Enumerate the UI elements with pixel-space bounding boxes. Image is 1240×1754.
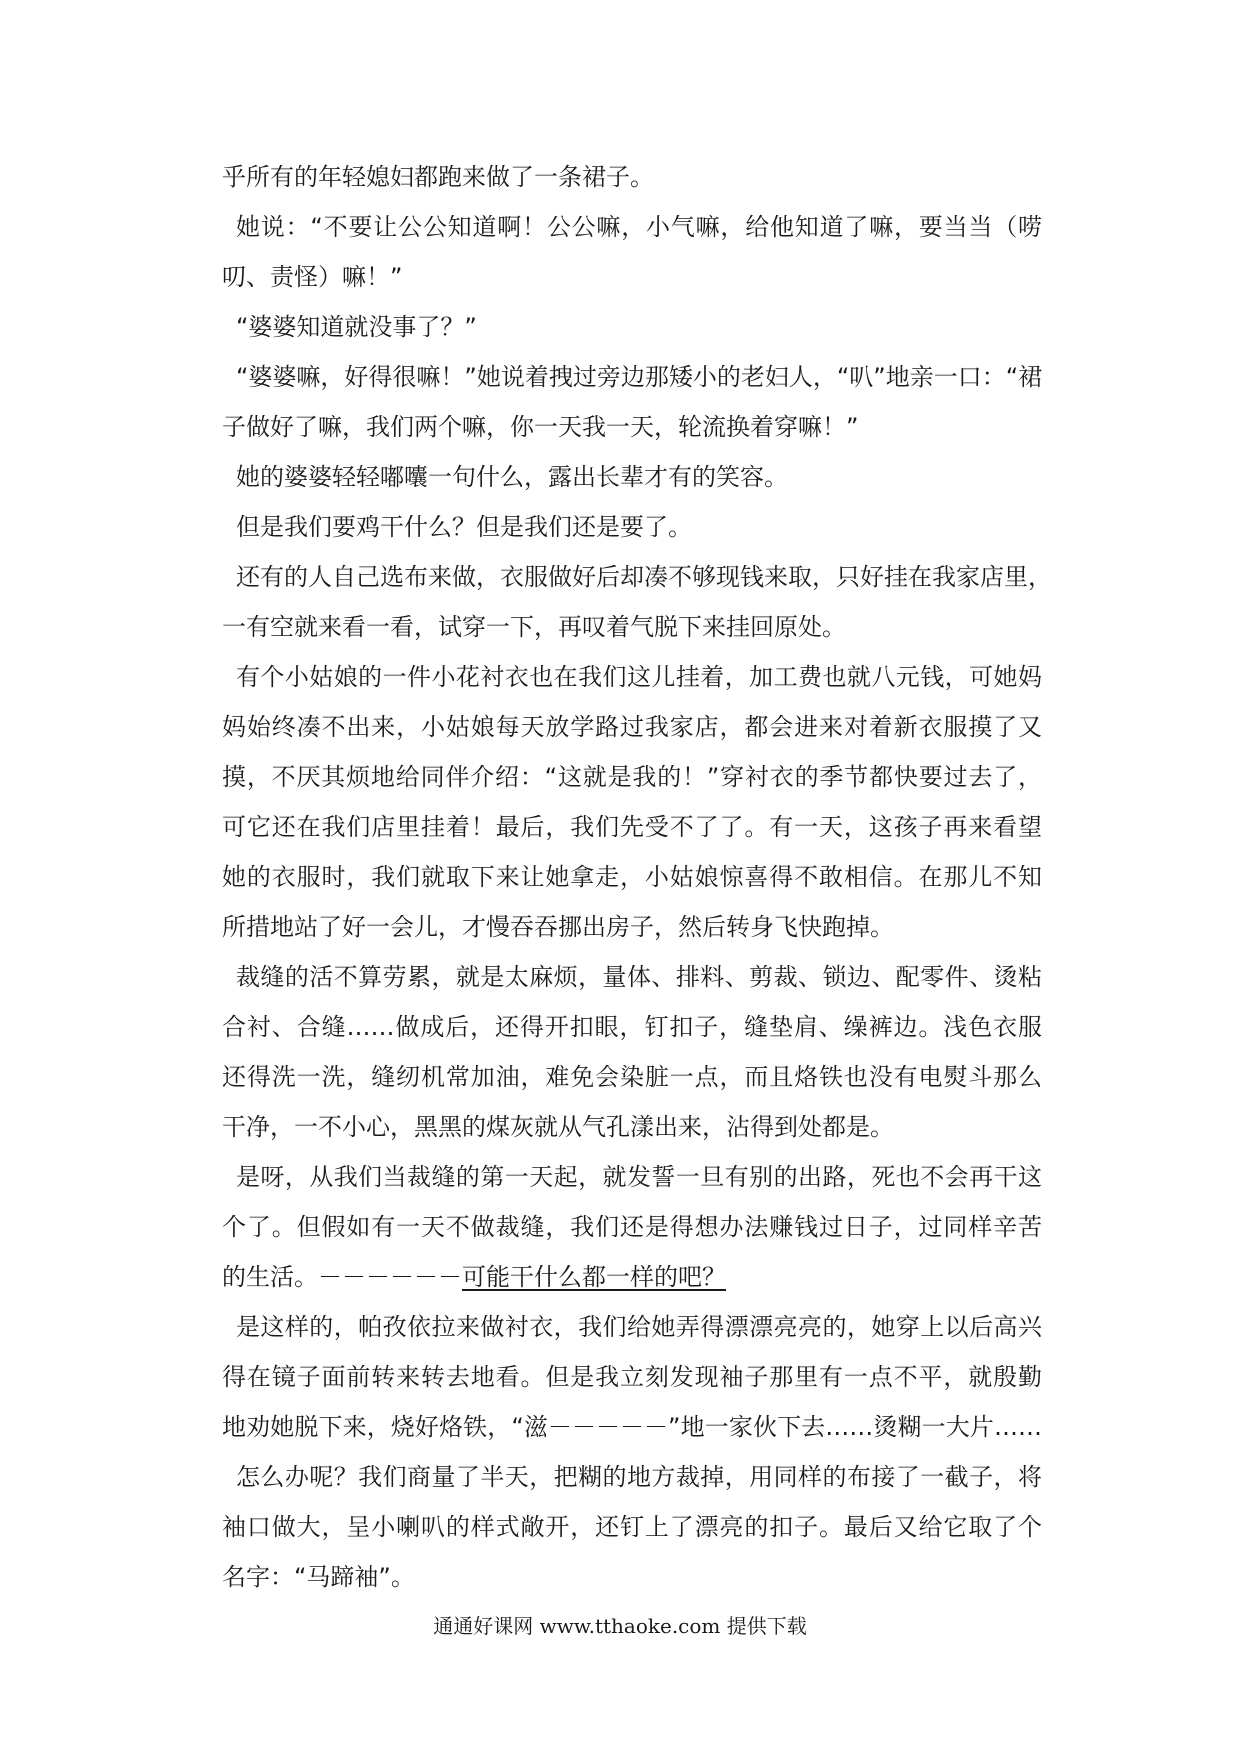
text-line: 叨、责怪）嘛！”	[222, 263, 403, 291]
text-line: “婆婆知道就没事了？”	[236, 313, 477, 341]
text-line: 干净，一不小心，黑黑的煤灰就从气孔漾出来，沾得到处都是。	[222, 1113, 894, 1141]
text-line: “婆婆嘛，好得很嘛！”她说着拽过旁边那矮小的老妇人，“叭”地亲一口：“裙	[236, 363, 1043, 391]
text-line: 个了。但假如有一天不做裁缝，我们还是得想办法赚钱过日子，过同样辛苦	[222, 1213, 1042, 1241]
text-line: 乎所有的年轻媳妇都跑来做了一条裙子。	[222, 163, 654, 191]
page-footer: 通通好课网 www.tthaoke.com 提供下载	[433, 1614, 807, 1638]
text-line: 还得洗一洗，缝纫机常加油，难免会染脏一点，而且烙铁也没有电熨斗那么	[222, 1063, 1042, 1091]
text-line: 可它还在我们店里挂着！最后，我们先受不了了。有一天，这孩子再来看望	[222, 813, 1042, 841]
text-line: 还有的人自己选布来做，衣服做好后却凑不够现钱来取，只好挂在我家店里，	[236, 563, 1052, 591]
text-line: 袖口做大，呈小喇叭的样式敞开，还钉上了漂亮的扣子。最后又给它取了个	[222, 1513, 1042, 1541]
text-line: 子做好了嘛，我们两个嘛，你一天我一天，轮流换着穿嘛！”	[222, 413, 859, 441]
text-line: 所措地站了好一会儿，才慢吞吞挪出房子，然后转身飞快跑掉。	[222, 913, 894, 941]
text-line: 摸，不厌其烦地给同伴介绍：“这就是我的！”穿衬衣的季节都快要过去了，	[222, 763, 1042, 791]
text-line: 地劝她脱下来，烧好烙铁，“滋－－－－－”地一家伙下去……烫糊一大片……	[222, 1413, 1042, 1441]
text-line: 是这样的，帕孜依拉来做衬衣，我们给她弄得漂漂亮亮的，她穿上以后高兴	[236, 1313, 1042, 1341]
document-body	[222, 152, 1052, 1602]
text-line: 她的衣服时，我们就取下来让她拿走，小姑娘惊喜得不敢相信。在那儿不知	[222, 863, 1042, 891]
text-line: 她的婆婆轻轻嘟囔一句什么，露出长辈才有的笑容。	[236, 463, 788, 491]
text-line: 她说：“不要让公公知道啊！公公嘛，小气嘛，给他知道了嘛，要当当（唠	[236, 213, 1042, 241]
text-line: 裁缝的活不算劳累，就是太麻烦，量体、排料、剪裁、锁边、配零件、烫粘	[236, 963, 1042, 991]
text-line: 怎么办呢？我们商量了半天，把糊的地方裁掉，用同样的布接了一截子，将	[236, 1463, 1042, 1491]
text-line-with-underline	[222, 1252, 1042, 1302]
text-line: 有个小姑娘的一件小花衬衣也在我们这儿挂着，加工费也就八元钱，可她妈	[236, 663, 1042, 691]
text-line: 一有空就来看一看，试穿一下，再叹着气脱下来挂回原处。	[222, 613, 846, 641]
text-line: 得在镜子面前转来转去地看。但是我立刻发现袖子那里有一点不平，就殷勤	[222, 1363, 1042, 1391]
text-line: 是呀，从我们当裁缝的第一天起，就发誓一旦有别的出路，死也不会再干这	[236, 1163, 1042, 1191]
text-line: 妈始终凑不出来，小姑娘每天放学路过我家店，都会进来对着新衣服摸了又	[222, 713, 1042, 741]
text-line: 名字：“马蹄袖”。	[222, 1563, 415, 1591]
text-line-plain: 的生活。－－－－－－	[222, 1263, 462, 1291]
text-line: 合衬、合缝……做成后，还得开扣眼，钉扣子，缝垫肩、缲裤边。浅色衣服	[222, 1013, 1042, 1041]
text-line: 但是我们要鸡干什么？但是我们还是要了。	[236, 513, 692, 541]
underlined-question: 可能干什么都一样的吧？	[462, 1263, 726, 1291]
